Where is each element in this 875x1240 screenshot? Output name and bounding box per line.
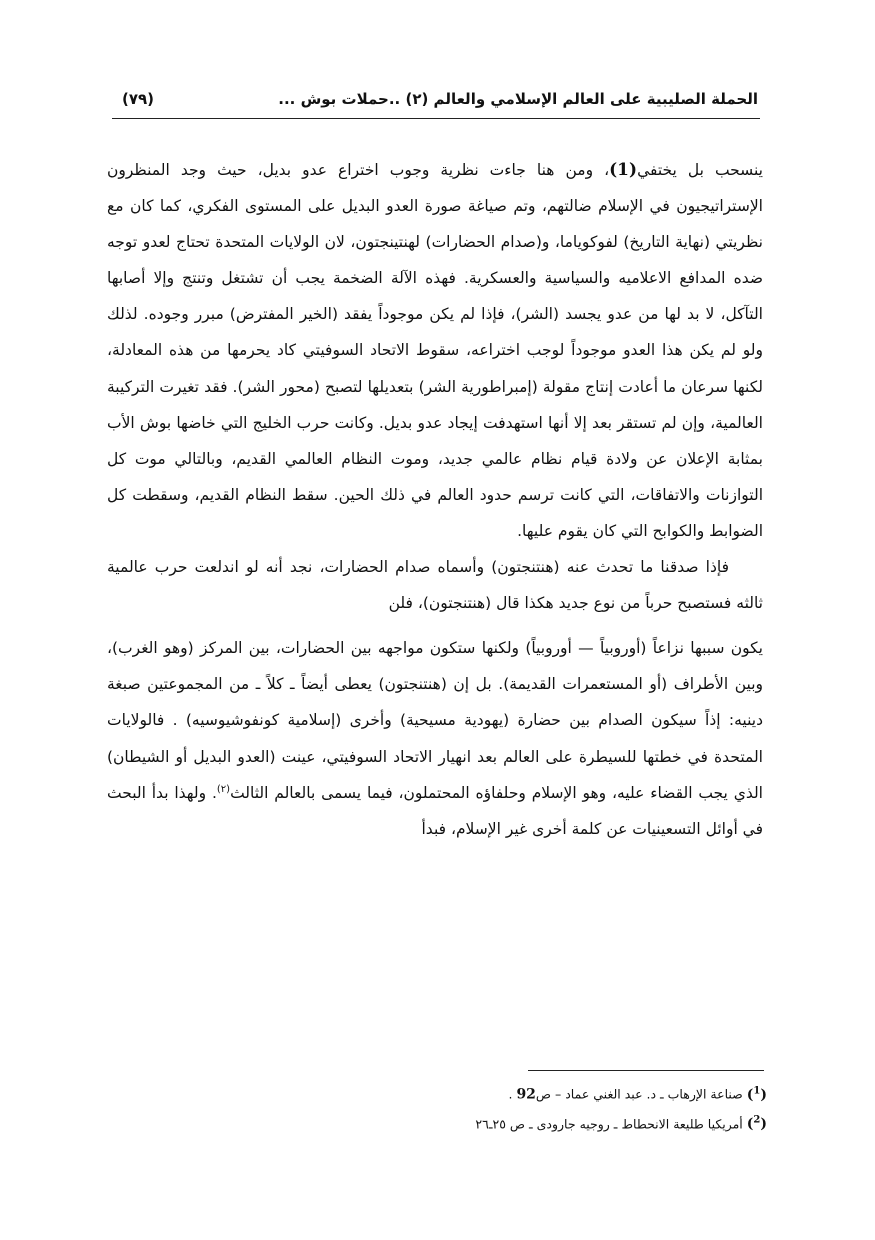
footnote-2 [347,1108,767,1138]
paragraph-text: يكون سببها نزاعاً (أوروبياً — أوروبياً) ولكنها ستكون مواجهه بين الحضارات، بين المركز (وهو الغرب)، وبين الأطراف (أو المستعمرات القديمة). بل إن (هنتنجتون) يعطى أيضاً ـ كلاً ـ من المجموعتين صبغة دينيه: إذاً سيكون الصدام بين حضارة (يهودية مسيحية) وأخرى (إسلامية كونفوشيوسيه) . فالولايات المتحدة في خطتها للسيطرة على العالم بعد انهيار الاتحاد السوفيتي، عينت (العدو البديل أو الشيطان) الذي يجب القضاء عليه، وهو الإسلام وحلفاؤه المحتملون، فيما يسمى بالعالم الثالث [107,639,763,802]
footnote-text: صناعة الإرهاب ـ د. عبد الغني عماد – ص [535,1086,743,1102]
running-title: الحملة الصليبية على العالم الإسلامي والعالم (٢) ..حملات بوش ... [278,90,758,108]
footnote-text: أمريكيا طليعة الانحطاط ـ روجيه جارودى ـ ص ٢٥ـ٢٦ [475,1116,743,1132]
paragraph-text: ، ومن هنا جاءت نظرية وجوب اختراع عدو بديل، حيث وجد المنظرون الإستراتيجيون في الإسلام ضالتهم، وتم صياغة صورة العدو البديل على المستوى الفكري، كما كان مع نظريتي (نهاية التاريخ) لفوكوياما، و(صدام الحضارات) لهنتينجتون، لان الولايات المتحدة تحتاج لعدو توجه ضده المدافع الاعلاميه والسياسية والعسكرية. فهذه الآلة الضخمة يجب أن تشتغل وتنتج وإلا أصابها التآكل، لا بد لها من عدو يجسد (الشر)، فإذا لم يكن موجوداً يفقد (الخير المفترض) مبرر وجوده. لذلك ولو لم يكن هذا العدو موجوداً لوجب اختراعه، سقوط الاتحاد السوفيتي كاد يحرمها من هذه المعادلة، لكنها سرعان ما أعادت إنتاج مقولة (إمبراطورية الشر) بتعديلها لتصبح (محور الشر). فقد تغيرت التركيبة العالمية، وإن لم تستقر بعد إلا أنها استهدفت إيجاد عدو بديل. وكانت حرب الخليج التي خاضها بوش الأب بمثابة الإعلان عن ولادة قيام نظام عالمي جديد، وموت النظام العالمي القديم، وبالتالي موت كل التوازنات والاتفاقات، التي كانت ترسم حدود العالم في ذلك الحين. سقط النظام القديم، وسقطت كل الضوابط والكوابح التي كان يقوم عليها. [107,161,763,540]
footnotes [347,1078,767,1137]
footnote-ref-1: (1) [609,160,638,180]
footnote-page: 92 [516,1086,536,1103]
paragraph-text: . ولهذا بدأ البحث في أوائل التسعينيات عن كلمة أخرى غير الإسلام، فبدأ [107,783,763,838]
footnote-ref-2: (٢) [216,783,231,795]
footnote-end: . [508,1086,517,1102]
page-number: (٧٩) [122,90,155,108]
footnote-marker: ($^1$) [746,1085,767,1103]
footnote-divider [528,1070,764,1071]
footnote-marker: ($^2$) [746,1114,767,1133]
footnote-1 [347,1078,767,1108]
page-header [112,86,760,119]
paragraph-3 [107,630,763,847]
paragraph-2: فإذا صدقنا ما تحدث عنه (هنتنجتون) وأسماه صدام الحضارات، نجد أنه لو اندلعت حرب عالمية ثالثه فستصبح حرباً من نوع جديد هكذا قال (هنتنجتون)، فلن [107,558,763,613]
paragraph-1 [107,152,763,549]
paragraph-text: ينسحب بل يختفي [637,161,763,179]
body-text [107,152,763,847]
